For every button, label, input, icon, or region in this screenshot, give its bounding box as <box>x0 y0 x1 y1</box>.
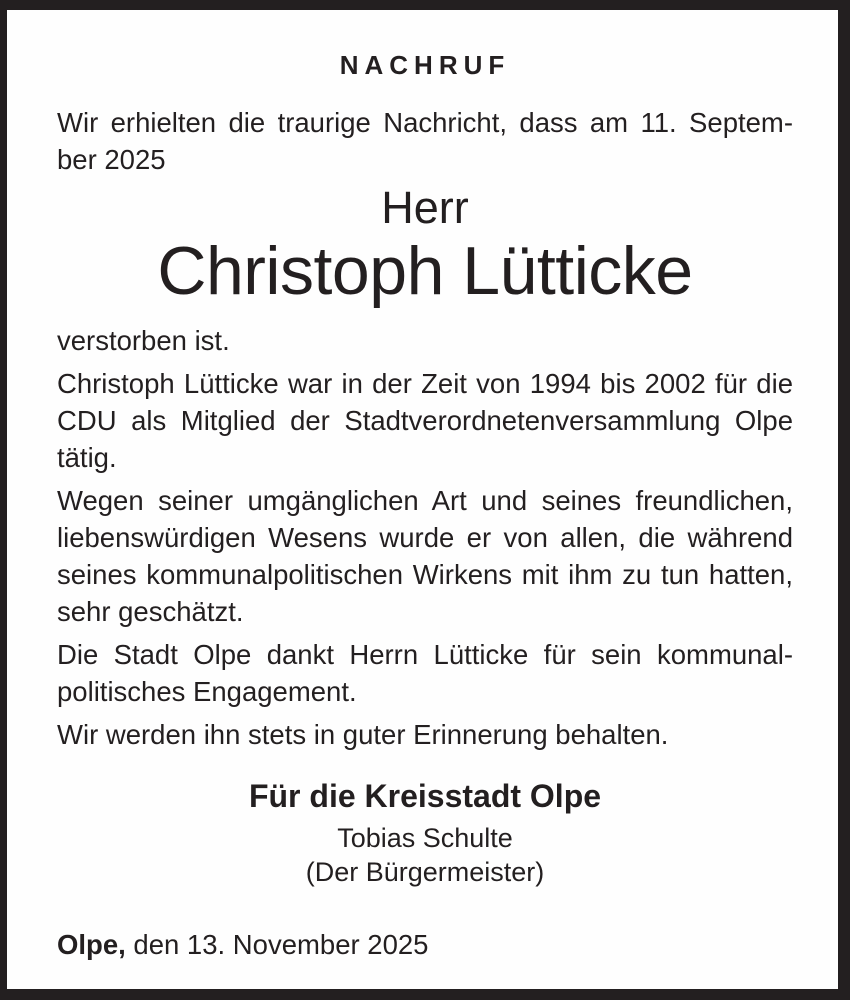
text-line: liebenswürdigen Wesens wurde er von allen, die während <box>57 522 793 553</box>
text-line: Die Stadt Olpe dankt Herrn Lütticke für sein kommunal- <box>57 639 793 670</box>
signer-name: Tobias Schulte <box>337 823 513 853</box>
text-line: sehr geschätzt. <box>57 596 244 627</box>
text-line: ber 2025 <box>57 144 166 175</box>
text-line: Wir erhielten die traurige Nachricht, dass am 11. Septem- <box>57 107 793 138</box>
text-line: CDU als Mitglied der Stadtverordnetenversammlung Olpe <box>57 405 793 436</box>
text-line: politisches Engagement. <box>57 676 357 707</box>
paragraph-thanks <box>57 636 793 710</box>
signature-block <box>57 821 793 889</box>
signature-heading: Für die Kreisstadt Olpe <box>248 778 602 814</box>
text-line: tätig. <box>57 442 117 473</box>
obituary-content <box>7 10 838 989</box>
signer-role: (Der Bürgermeister) <box>305 857 545 887</box>
text-line: Christoph Lütticke war in der Zeit von 1994 bis 2002 für die <box>57 368 793 399</box>
deceased-statement: verstorben ist. <box>57 325 230 356</box>
text-line: seines kommunalpolitischen Wirkens mit ihm zu tun hatten, <box>57 559 793 590</box>
deceased-name: Christoph Lütticke <box>157 233 693 309</box>
dateline <box>57 926 793 963</box>
paragraph-character <box>57 482 793 630</box>
paragraph-closing <box>57 716 793 753</box>
obituary-title: NACHRUF <box>339 50 511 80</box>
intro-paragraph <box>57 104 793 178</box>
dateline-place: Olpe, <box>57 929 126 960</box>
salutation: Herr <box>381 182 469 233</box>
dateline-text: den 13. November 2025 <box>125 929 429 960</box>
text-line: Wegen seiner umgänglichen Art und seines freundlichen, <box>57 485 793 516</box>
paragraph-service <box>57 365 793 476</box>
text-line: Wir werden ihn stets in guter Erinnerung behalten. <box>57 719 669 750</box>
